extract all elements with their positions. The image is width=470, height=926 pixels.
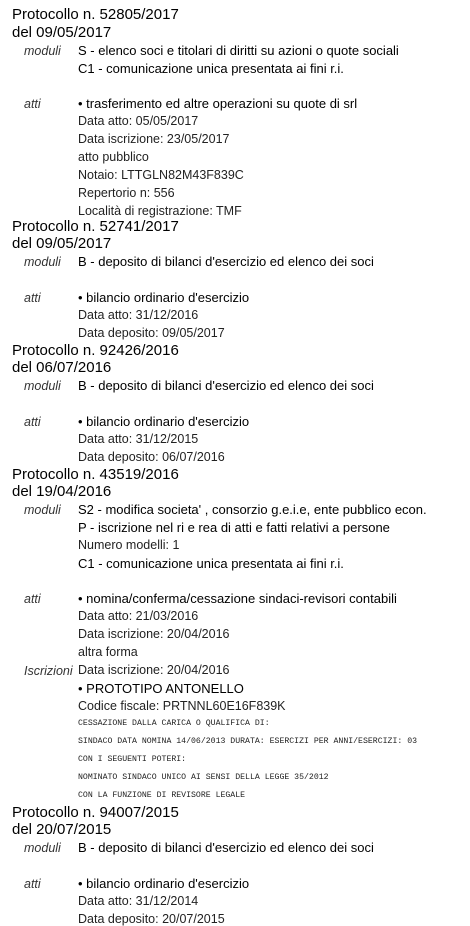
iscrizioni-label: Iscrizioni bbox=[24, 664, 73, 678]
moduli-label: moduli bbox=[24, 255, 61, 269]
atto-detail: Data atto: 21/03/2016 bbox=[78, 609, 199, 623]
moduli-label: moduli bbox=[24, 44, 61, 58]
atto-title: • nomina/conferma/cessazione sindaci-revisori contabili bbox=[78, 591, 397, 606]
modulo-item: S2 - modifica societa' , consorzio g.e.i.e, ente pubblico econ. bbox=[78, 502, 427, 517]
note-line: NOMINATO SINDACO UNICO AI SENSI DELLA LEGGE 35/2012 bbox=[78, 773, 329, 782]
atto-title: • bilancio ordinario d'esercizio bbox=[78, 876, 249, 891]
codice-fiscale: Codice fiscale: PRTNNL60E16F839K bbox=[78, 699, 286, 713]
protocollo-date: del 19/04/2016 bbox=[12, 483, 112, 500]
note-line: CON LA FUNZIONE DI REVISORE LEGALE bbox=[78, 791, 246, 800]
atto-detail: altra forma bbox=[78, 645, 138, 659]
atto-detail: Data deposito: 09/05/2017 bbox=[78, 326, 225, 340]
protocollo-date: del 06/07/2016 bbox=[12, 359, 112, 376]
protocollo-date: del 09/05/2017 bbox=[12, 24, 112, 41]
note-line: CESSAZIONE DALLA CARICA O QUALIFICA DI: bbox=[78, 719, 270, 728]
modulo-item: B - deposito di bilanci d'esercizio ed elenco dei soci bbox=[78, 378, 374, 393]
moduli-label: moduli bbox=[24, 841, 61, 855]
atti-label: atti bbox=[24, 592, 41, 606]
atto-detail: Notaio: LTTGLN82M43F839C bbox=[78, 168, 244, 182]
persona-name: • PROTOTIPO ANTONELLO bbox=[78, 681, 244, 696]
modulo-item: B - deposito di bilanci d'esercizio ed elenco dei soci bbox=[78, 840, 374, 855]
modulo-item: P - iscrizione nel ri e rea di atti e fatti relativi a persone bbox=[78, 520, 390, 535]
atto-detail: Data atto: 05/05/2017 bbox=[78, 114, 199, 128]
atto-title: • bilancio ordinario d'esercizio bbox=[78, 290, 249, 305]
protocollo-heading: Protocollo n. 52805/2017 bbox=[12, 6, 179, 23]
atto-detail: Data deposito: 06/07/2016 bbox=[78, 450, 225, 464]
atto-title: • bilancio ordinario d'esercizio bbox=[78, 414, 249, 429]
atto-detail: Data iscrizione: 20/04/2016 bbox=[78, 627, 230, 641]
atto-detail: Data iscrizione: 23/05/2017 bbox=[78, 132, 230, 146]
protocollo-heading: Protocollo n. 94007/2015 bbox=[12, 804, 179, 821]
modulo-count: Numero modelli: 1 bbox=[78, 538, 180, 552]
atto-detail: atto pubblico bbox=[78, 150, 149, 164]
atto-detail: Repertorio n: 556 bbox=[78, 186, 175, 200]
moduli-label: moduli bbox=[24, 379, 61, 393]
atti-label: atti bbox=[24, 877, 41, 891]
atto-title: • trasferimento ed altre operazioni su quote di srl bbox=[78, 96, 357, 111]
protocollo-date: del 20/07/2015 bbox=[12, 821, 112, 838]
atto-detail: Località di registrazione: TMF bbox=[78, 204, 242, 218]
protocollo-date: del 09/05/2017 bbox=[12, 235, 112, 252]
atto-detail: Data atto: 31/12/2016 bbox=[78, 308, 199, 322]
atto-detail: Data atto: 31/12/2015 bbox=[78, 432, 199, 446]
moduli-label: moduli bbox=[24, 503, 61, 517]
iscrizione-date: Data iscrizione: 20/04/2016 bbox=[78, 663, 230, 677]
atto-detail: Data deposito: 20/07/2015 bbox=[78, 912, 225, 926]
modulo-item: B - deposito di bilanci d'esercizio ed elenco dei soci bbox=[78, 254, 374, 269]
protocollo-heading: Protocollo n. 52741/2017 bbox=[12, 218, 179, 235]
modulo-item: C1 - comunicazione unica presentata ai fini r.i. bbox=[78, 556, 344, 571]
atto-detail: Data atto: 31/12/2014 bbox=[78, 894, 199, 908]
atti-label: atti bbox=[24, 97, 41, 111]
note-line: SINDACO DATA NOMINA 14/06/2013 DURATA: ESERCIZI PER ANNI/ESERCIZI: 03 bbox=[78, 737, 418, 746]
note-line: CON I SEGUENTI POTERI: bbox=[78, 755, 187, 764]
protocollo-heading: Protocollo n. 92426/2016 bbox=[12, 342, 179, 359]
modulo-item: C1 - comunicazione unica presentata ai fini r.i. bbox=[78, 61, 344, 76]
modulo-item: S - elenco soci e titolari di diritti su azioni o quote sociali bbox=[78, 43, 399, 58]
atti-label: atti bbox=[24, 291, 41, 305]
protocollo-heading: Protocollo n. 43519/2016 bbox=[12, 466, 179, 483]
atti-label: atti bbox=[24, 415, 41, 429]
